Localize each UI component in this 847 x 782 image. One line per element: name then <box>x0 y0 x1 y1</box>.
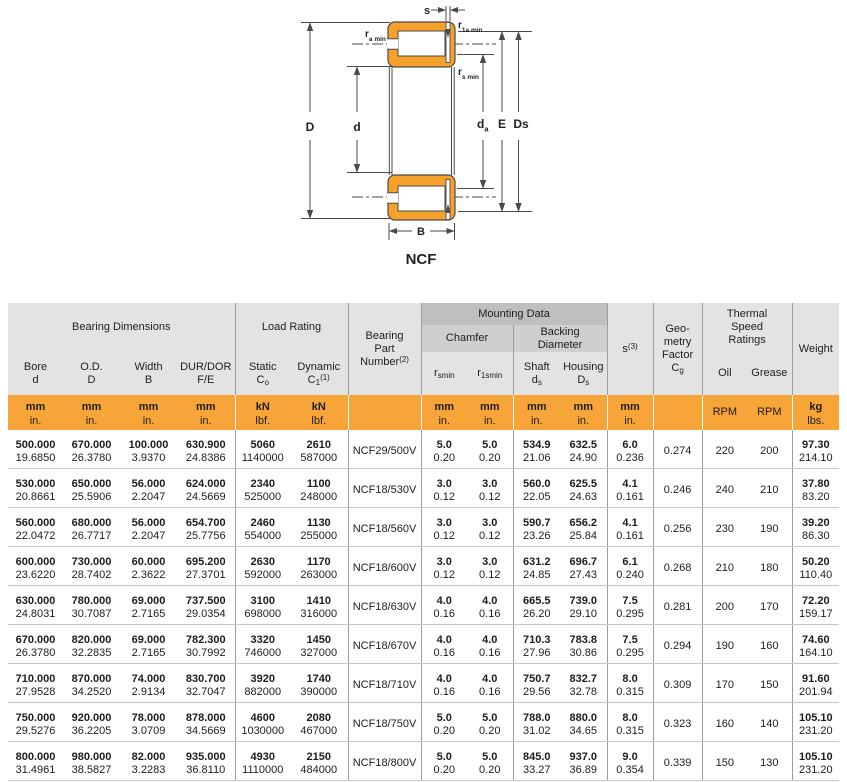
cell-s: 4.1 0.161 <box>607 469 653 508</box>
cell-grease: 140 <box>747 703 792 742</box>
cell-dur-dor: 695.200 27.3701 <box>177 547 235 586</box>
cell-housing: 632.5 24.90 <box>560 430 607 469</box>
unit-geometry <box>653 395 702 430</box>
column-rsmin: $r_{smin}$ <box>421 352 467 395</box>
dim-label-B: B <box>417 226 425 238</box>
column-oil: Oil <box>702 352 747 395</box>
unit-oil: RPM <box>702 395 747 430</box>
column-shaft: Shaft $d_s$ <box>513 352 560 395</box>
cell-static: 3920 882000 <box>235 664 290 703</box>
cell-static: 4600 1030000 <box>235 703 290 742</box>
group-load-rating: Load Rating <box>235 303 348 352</box>
cell-static: 3100 698000 <box>235 586 290 625</box>
column-dynamic: Dynamic $C_1^{(1)}$ <box>290 352 348 395</box>
cell-housing: 937.0 36.89 <box>560 742 607 781</box>
cell-s: 8.0 0.315 <box>607 703 653 742</box>
cell-r1smin: 3.0 0.12 <box>467 469 513 508</box>
table-row <box>8 547 839 586</box>
cell-housing: 696.7 27.43 <box>560 547 607 586</box>
cell-rsmin: 4.0 0.16 <box>421 664 467 703</box>
cell-rsmin: 5.0 0.20 <box>421 742 467 781</box>
unit-housing: mm in. <box>560 395 607 430</box>
cell-od: 680.000 26.7717 <box>63 508 120 547</box>
cell-oil: 220 <box>702 430 747 469</box>
table-row <box>8 742 839 781</box>
column-weight: Weight <box>792 303 839 395</box>
unit-width: mm in. <box>120 395 177 430</box>
cell-cg: 0.268 <box>653 547 702 586</box>
cell-width: 69.000 2.7165 <box>120 625 177 664</box>
cell-weight: 74.60 164.10 <box>792 625 839 664</box>
dim-label-r1a-min: $r_{1a min}$ <box>458 20 483 34</box>
cell-part-number: NCF18/560V <box>348 508 421 547</box>
column-bore: Bore d <box>8 352 63 395</box>
unit-weight: kg lbs. <box>792 395 839 430</box>
cell-rsmin: 3.0 0.12 <box>421 508 467 547</box>
cell-part-number: NCF18/600V <box>348 547 421 586</box>
cell-part-number: NCF18/670V <box>348 625 421 664</box>
cell-weight: 37.80 83.20 <box>792 469 839 508</box>
cell-housing: 880.0 34.65 <box>560 703 607 742</box>
cell-width: 69.000 2.7165 <box>120 586 177 625</box>
cell-cg: 0.256 <box>653 508 702 547</box>
cell-width: 60.000 2.3622 <box>120 547 177 586</box>
cell-s: 7.5 0.295 <box>607 625 653 664</box>
cell-r1smin: 4.0 0.16 <box>467 586 513 625</box>
cell-dynamic: 1130 255000 <box>290 508 348 547</box>
cell-dur-dor: 654.700 25.7756 <box>177 508 235 547</box>
cell-housing: 625.5 24.63 <box>560 469 607 508</box>
dim-label-ra-min: $r_{a min}$ <box>365 29 386 43</box>
cell-oil: 240 <box>702 469 747 508</box>
cell-part-number: NCF18/800V <box>348 742 421 781</box>
cell-shaft: 788.0 31.02 <box>513 703 560 742</box>
cell-dynamic: 2150 484000 <box>290 742 348 781</box>
cell-grease: 170 <box>747 586 792 625</box>
cell-shaft: 665.5 26.20 <box>513 586 560 625</box>
cell-s: 4.1 0.161 <box>607 508 653 547</box>
cell-rsmin: 5.0 0.20 <box>421 703 467 742</box>
cell-bore: 630.000 24.8031 <box>8 586 63 625</box>
unit-dur-dor: mm in. <box>177 395 235 430</box>
cell-oil: 210 <box>702 547 747 586</box>
table-body <box>8 430 839 781</box>
column-part-number: Bearing Part Number$^{(2)}$ <box>348 303 421 395</box>
table-row <box>8 430 839 469</box>
unit-part-number <box>348 395 421 430</box>
table-row <box>8 625 839 664</box>
cell-shaft: 631.2 24.85 <box>513 547 560 586</box>
cell-static: 2340 525000 <box>235 469 290 508</box>
cell-dur-dor: 737.500 29.0354 <box>177 586 235 625</box>
cell-od: 920.000 36.2205 <box>63 703 120 742</box>
column-grease: Grease <box>747 352 792 395</box>
cell-dynamic: 1170 263000 <box>290 547 348 586</box>
unit-grease: RPM <box>747 395 792 430</box>
cell-bore: 530.000 20.8661 <box>8 469 63 508</box>
cell-od: 730.000 28.7402 <box>63 547 120 586</box>
diagram-caption: NCF <box>405 251 437 268</box>
cell-r1smin: 4.0 0.16 <box>467 625 513 664</box>
cell-s: 8.0 0.315 <box>607 664 653 703</box>
cell-rsmin: 5.0 0.20 <box>421 430 467 469</box>
cell-housing: 739.0 29.10 <box>560 586 607 625</box>
cell-dynamic: 1740 390000 <box>290 664 348 703</box>
cell-static: 2630 592000 <box>235 547 290 586</box>
cell-weight: 105.10 231.20 <box>792 703 839 742</box>
table-row <box>8 703 839 742</box>
cell-cg: 0.274 <box>653 430 702 469</box>
column-geometry-factor: Geo- metry Factor $C_g$ <box>653 303 702 395</box>
cell-bore: 500.000 19.6850 <box>8 430 63 469</box>
cell-oil: 200 <box>702 586 747 625</box>
table-row <box>8 508 839 547</box>
cell-part-number: NCF29/500V <box>348 430 421 469</box>
cell-static: 2460 554000 <box>235 508 290 547</box>
cell-rsmin: 4.0 0.16 <box>421 625 467 664</box>
cell-width: 74.000 2.9134 <box>120 664 177 703</box>
cell-bore: 710.000 27.9528 <box>8 664 63 703</box>
group-backing-diameter: Backing Diameter <box>513 325 607 352</box>
cell-width: 100.000 3.9370 <box>120 430 177 469</box>
unit-bore: mm in. <box>8 395 63 430</box>
cell-dynamic: 2610 587000 <box>290 430 348 469</box>
column-s: $s^{(3)}$ <box>607 303 653 395</box>
cell-s: 6.0 0.236 <box>607 430 653 469</box>
cell-shaft: 845.0 33.27 <box>513 742 560 781</box>
column-static: Static $C_o$ <box>235 352 290 395</box>
cell-shaft: 710.3 27.96 <box>513 625 560 664</box>
dim-label-rs-min: $r_{s min}$ <box>458 67 479 81</box>
cell-oil: 150 <box>702 742 747 781</box>
cell-part-number: NCF18/750V <box>348 703 421 742</box>
cell-part-number: NCF18/710V <box>348 664 421 703</box>
unit-dynamic: kN lbf. <box>290 395 348 430</box>
units-row <box>8 395 839 430</box>
group-mounting-data: Mounting Data <box>421 303 607 325</box>
cell-od: 870.000 34.2520 <box>63 664 120 703</box>
dim-label-E: E <box>497 117 507 131</box>
dim-label-s: s <box>423 5 431 17</box>
cell-s: 7.5 0.295 <box>607 586 653 625</box>
cell-static: 3320 746000 <box>235 625 290 664</box>
cell-part-number: NCF18/630V <box>348 586 421 625</box>
cell-weight: 50.20 110.40 <box>792 547 839 586</box>
cell-od: 780.000 30.7087 <box>63 586 120 625</box>
cell-width: 56.000 2.2047 <box>120 508 177 547</box>
cell-shaft: 590.7 23.26 <box>513 508 560 547</box>
cell-shaft: 534.9 21.06 <box>513 430 560 469</box>
dim-label-d: d <box>353 120 361 134</box>
cell-dur-dor: 830.700 32.7047 <box>177 664 235 703</box>
cell-bore: 600.000 23.6220 <box>8 547 63 586</box>
column-housing: Housing $D_s$ <box>560 352 607 395</box>
table-header <box>8 303 839 430</box>
cell-weight: 91.60 201.94 <box>792 664 839 703</box>
cell-dynamic: 2080 467000 <box>290 703 348 742</box>
cell-dur-dor: 630.900 24.8386 <box>177 430 235 469</box>
cell-bore: 750.000 29.5276 <box>8 703 63 742</box>
cell-r1smin: 5.0 0.20 <box>467 430 513 469</box>
cell-cg: 0.323 <box>653 703 702 742</box>
cell-bore: 670.000 26.3780 <box>8 625 63 664</box>
cell-oil: 230 <box>702 508 747 547</box>
cell-s: 6.1 0.240 <box>607 547 653 586</box>
cell-oil: 160 <box>702 703 747 742</box>
cell-od: 980.000 38.5827 <box>63 742 120 781</box>
cell-dur-dor: 624.000 24.5669 <box>177 469 235 508</box>
table-row <box>8 469 839 508</box>
unit-r1smin: mm in. <box>467 395 513 430</box>
cell-grease: 150 <box>747 664 792 703</box>
group-chamfer: Chamfer <box>421 325 513 352</box>
cell-grease: 180 <box>747 547 792 586</box>
cell-dur-dor: 935.000 36.8110 <box>177 742 235 781</box>
group-bearing-dimensions: Bearing Dimensions <box>8 303 235 352</box>
cell-dynamic: 1100 248000 <box>290 469 348 508</box>
column-r1smin: $r_{1smin}$ <box>467 352 513 395</box>
cell-cg: 0.339 <box>653 742 702 781</box>
group-thermal-speed: Thermal Speed Ratings <box>702 303 792 352</box>
table-row <box>8 664 839 703</box>
cell-dur-dor: 878.000 34.5669 <box>177 703 235 742</box>
cell-oil: 170 <box>702 664 747 703</box>
column-width: Width B <box>120 352 177 395</box>
cell-oil: 190 <box>702 625 747 664</box>
cell-cg: 0.309 <box>653 664 702 703</box>
cell-rsmin: 4.0 0.16 <box>421 586 467 625</box>
cell-static: 4930 1110000 <box>235 742 290 781</box>
cell-r1smin: 3.0 0.12 <box>467 547 513 586</box>
cell-weight: 105.10 231.20 <box>792 742 839 781</box>
cell-weight: 39.20 86.30 <box>792 508 839 547</box>
cell-rsmin: 3.0 0.12 <box>421 469 467 508</box>
cell-grease: 210 <box>747 469 792 508</box>
cell-dur-dor: 782.300 30.7992 <box>177 625 235 664</box>
dim-label-da: $d_a$ <box>477 117 489 134</box>
cell-part-number: NCF18/530V <box>348 469 421 508</box>
cell-r1smin: 3.0 0.12 <box>467 508 513 547</box>
cell-cg: 0.294 <box>653 625 702 664</box>
dim-label-Ds: Ds <box>513 117 529 131</box>
bearing-diagram <box>0 0 847 302</box>
cell-grease: 160 <box>747 625 792 664</box>
unit-static: kN lbf. <box>235 395 290 430</box>
cell-grease: 200 <box>747 430 792 469</box>
cell-grease: 190 <box>747 508 792 547</box>
column-od: O.D. D <box>63 352 120 395</box>
cell-s: 9.0 0.354 <box>607 742 653 781</box>
cell-weight: 97.30 214.10 <box>792 430 839 469</box>
cell-grease: 130 <box>747 742 792 781</box>
cell-static: 5060 1140000 <box>235 430 290 469</box>
cell-housing: 656.2 25.84 <box>560 508 607 547</box>
cell-dynamic: 1450 327000 <box>290 625 348 664</box>
cell-shaft: 750.7 29.56 <box>513 664 560 703</box>
table-row <box>8 586 839 625</box>
cell-od: 650.000 25.5906 <box>63 469 120 508</box>
column-dur-dor: DUR/DOR F/E <box>177 352 235 395</box>
cell-od: 820.000 32.2835 <box>63 625 120 664</box>
cell-r1smin: 4.0 0.16 <box>467 664 513 703</box>
cell-cg: 0.246 <box>653 469 702 508</box>
cell-cg: 0.281 <box>653 586 702 625</box>
cell-r1smin: 5.0 0.20 <box>467 742 513 781</box>
cell-width: 56.000 2.2047 <box>120 469 177 508</box>
cell-housing: 783.8 30.86 <box>560 625 607 664</box>
unit-od: mm in. <box>63 395 120 430</box>
cell-weight: 72.20 159.17 <box>792 586 839 625</box>
cell-bore: 560.000 22.0472 <box>8 508 63 547</box>
bearing-section-bottom <box>387 175 455 220</box>
cell-r1smin: 5.0 0.20 <box>467 703 513 742</box>
dim-label-D: D <box>305 120 315 134</box>
cell-bore: 800.000 31.4961 <box>8 742 63 781</box>
cell-width: 78.000 3.0709 <box>120 703 177 742</box>
cell-dynamic: 1410 316000 <box>290 586 348 625</box>
cell-shaft: 560.0 22.05 <box>513 469 560 508</box>
unit-s: mm in. <box>607 395 653 430</box>
cell-housing: 832.7 32.78 <box>560 664 607 703</box>
unit-rsmin: mm in. <box>421 395 467 430</box>
cell-od: 670.000 26.3780 <box>63 430 120 469</box>
bearing-section-top <box>387 22 455 67</box>
unit-shaft: mm in. <box>513 395 560 430</box>
cell-rsmin: 3.0 0.12 <box>421 547 467 586</box>
bearing-table <box>8 303 839 781</box>
cell-width: 82.000 3.2283 <box>120 742 177 781</box>
